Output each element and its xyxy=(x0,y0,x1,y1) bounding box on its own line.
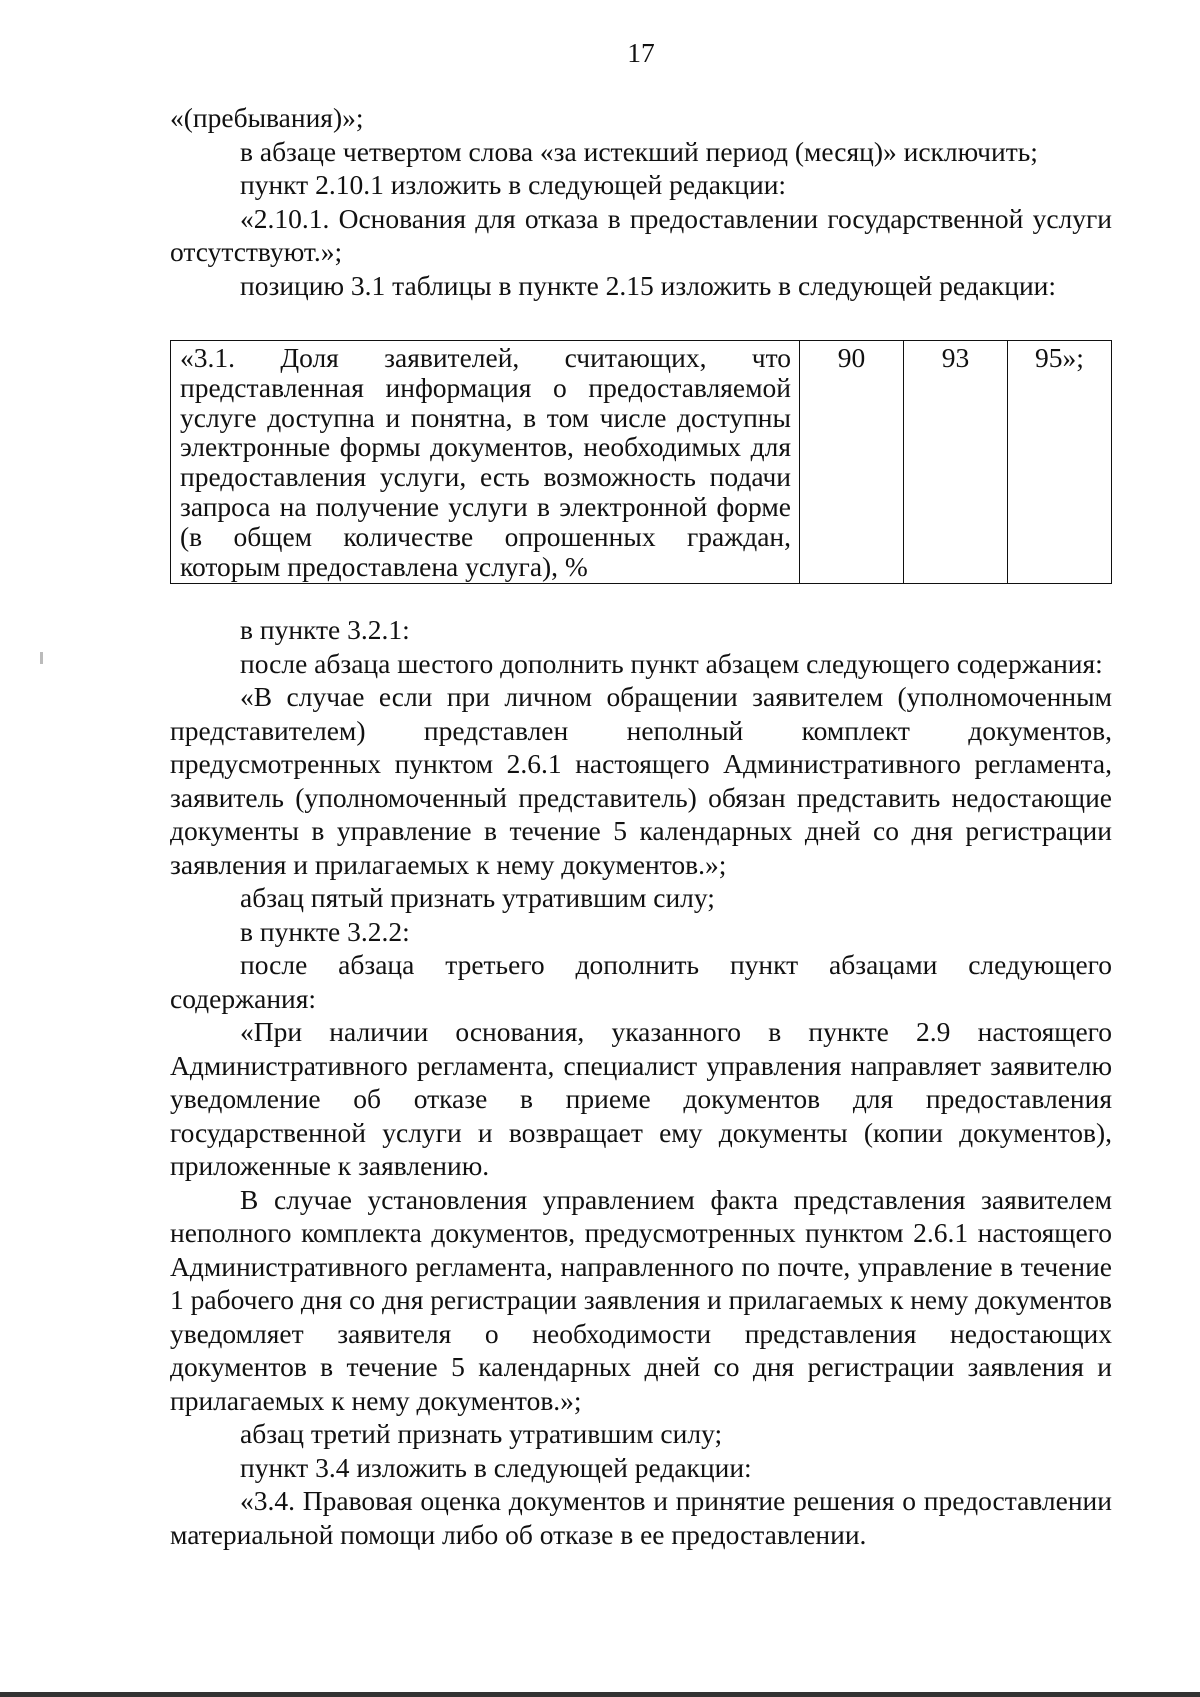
paragraph-intro-3: «2.10.1. Основания для отказа в предоставлении государственной услуги отсутствуют.»; xyxy=(170,202,1112,267)
paragraph-main-5: после абзаца третьего дополнить пункт абзацами следующего содержания: xyxy=(170,949,1112,1014)
scan-margin-mark xyxy=(40,652,43,664)
paragraph-main-10: «3.4. Правовая оценка документов и принятие решения о предоставлении материальной помощи либо об отказе в ее предоставлении. xyxy=(170,1485,1112,1550)
table-row xyxy=(171,341,1112,584)
page-number: 17 xyxy=(627,37,655,68)
paragraph-main-9: пункт 3.4 изложить в следующей редакции: xyxy=(240,1451,752,1483)
scan-bottom-edge xyxy=(0,1692,1200,1697)
table-cell-description: «3.1. Доля заявителей, считающих, что представленная информация о предоставляемой услуге доступна и понятна, в том числе доступны электронные формы документов, необходимых для предоставления услуги, есть возможность подачи запроса на получение услуги в электронной форме (в общем количестве опрошенных граждан, которым предоставлена услуга), % xyxy=(171,341,800,584)
paragraph-intro-0: «(пребывания)»; xyxy=(170,102,364,133)
paragraph-intro-4: позицию 3.1 таблицы в пункте 2.15 изложить в следующей редакции: xyxy=(240,269,1057,301)
paragraph-main-6: «При наличии основания, указанного в пункте 2.9 настоящего Административного регламента, специалист управления направляет заявителю уведомление об отказе в приеме документов для предоставления государственной услуги и возвращает ему документы (копии документов), приложенные к заявлению. xyxy=(170,1016,1112,1181)
document-page xyxy=(170,0,1112,1697)
paragraph-main-1: после абзаца шестого дополнить пункт абзацем следующего содержания: xyxy=(240,647,1103,679)
paragraph-main-8: абзац третий признать утратившим силу; xyxy=(240,1418,723,1449)
table-cell-value-3: 95»; xyxy=(1008,341,1112,584)
paragraph-main-4: в пункте 3.2.2: xyxy=(240,915,410,947)
paragraph-main-2: «В случае если при личном обращении заявителем (уполномоченным представителем) представлен неполный комплект документов, предусмотренных пунктом 2.6.1 настоящего Административного регламента, заявитель (уполномоченный представитель) обязан представить недостающие документы в управление в течение 5 календарных дней со дня регистрации заявления и прилагаемых к нему документов.»; xyxy=(170,681,1112,880)
table-cell-value-2: 93 xyxy=(904,341,1008,584)
paragraph-main-3: абзац пятый признать утратившим силу; xyxy=(240,882,715,913)
paragraph-intro-2: пункт 2.10.1 изложить в следующей редакции: xyxy=(240,169,787,200)
paragraph-intro-1: в абзаце четвертом слова «за истекший период (месяц)» исключить; xyxy=(240,135,1038,167)
paragraph-main-7: В случае установления управлением факта представления заявителем неполного комплекта документов, предусмотренных пунктом 2.6.1 настоящего Административного регламента, направленного по почте, управление в течение 1 рабочего дня со дня регистрации заявления и прилагаемых к нему документов уведомляет заявителя о необходимости представления недостающих документов в течение 5 календарных дней со дня регистрации заявления и прилагаемых к нему документов.»; xyxy=(170,1183,1112,1416)
table-cell-value-1: 90 xyxy=(800,341,904,584)
main-text-block xyxy=(170,613,1112,1551)
paragraph-main-0: в пункте 3.2.1: xyxy=(240,614,410,645)
intro-block xyxy=(170,101,1112,302)
amendment-table xyxy=(170,340,1112,584)
